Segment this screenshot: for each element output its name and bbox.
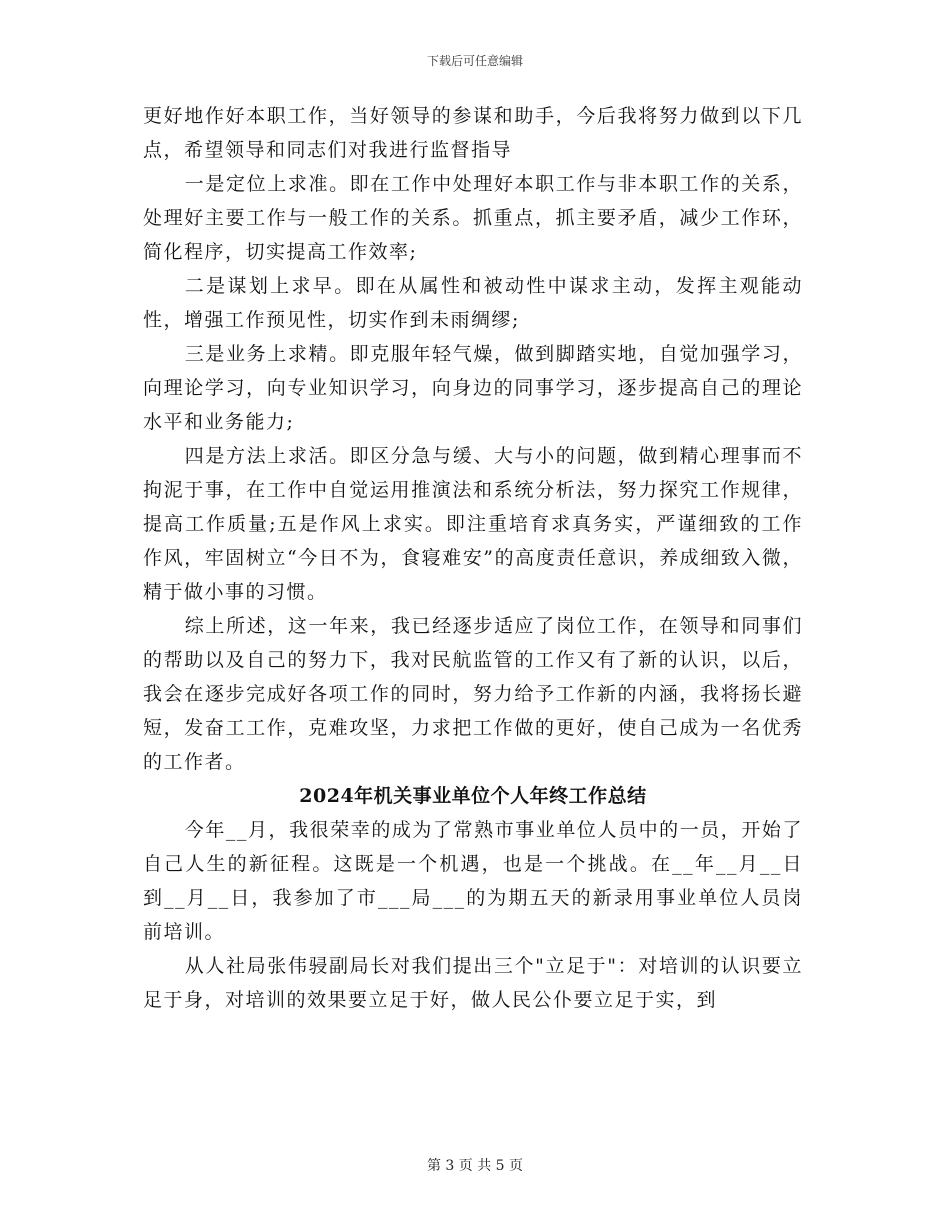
paragraph-point-one: 一是定位上求准。即在工作中处理好本职工作与非本职工作的关系，处理好主要工作与一般工作的关系。抓重点，抓主要矛盾，减少工作环，简化程序，切实提高工作效率; bbox=[143, 173, 803, 263]
document-body bbox=[143, 99, 803, 1017]
page-header: 下载后可任意编辑 bbox=[426, 54, 523, 68]
paragraph-training: 从人社局张伟骎副局长对我们提出三个"立足于"：对培训的认识要立足于身，对培训的效果要立足于好，做人民公仆要立足于实，到 bbox=[143, 955, 803, 1011]
section-title: 2024年机关事业单位个人年终工作总结 bbox=[299, 785, 647, 807]
paragraph-intro: 今年__月，我很荣幸的成为了常熟市事业单位人员中的一员，开始了自己人生的新征程。这既是一个机遇，也是一个挑战。在__年__月__日到__月__日，我参加了市___局___的为期五天的新录用事业单位人员岗前培训。 bbox=[143, 819, 803, 943]
paragraph-point-two: 二是谋划上求早。即在从属性和被动性中谋求主动，发挥主观能动性，增强工作预见性，切实作到未雨绸缪; bbox=[143, 275, 803, 331]
paragraph-continuation: 更好地作好本职工作，当好领导的参谋和助手，今后我将努力做到以下几点，希望领导和同志们对我进行监督指导 bbox=[143, 105, 803, 161]
page-footer: 第 3 页 共 5 页 bbox=[426, 1158, 524, 1174]
paragraph-summary: 综上所述，这一年来，我已经逐步适应了岗位工作，在领导和同事们的帮助以及自己的努力下，我对民航监管的工作又有了新的认识，以后，我会在逐步完成好各项工作的同时，努力给予工作新的内涵，我将扬长避短，发奋工工作，克难攻坚，力求把工作做的更好，使自己成为一名优秀的工作者。 bbox=[143, 615, 803, 773]
paragraph-point-three: 三是业务上求精。即克服年轻气燥，做到脚踏实地，自觉加强学习，向理论学习，向专业知识学习，向身边的同事学习，逐步提高自己的理论水平和业务能力; bbox=[143, 343, 803, 433]
paragraph-point-four-five: 四是方法上求活。即区分急与缓、大与小的问题，做到精心理事而不拘泥于事，在工作中自觉运用推演法和系统分析法，努力探究工作规律，提高工作质量;五是作风上求实。即注重培育求真务实，严谨细致的工作作风，牢固树立“今日不为，食寝难安”的高度责任意识，养成细致入微，精于做小事的习惯。 bbox=[143, 445, 803, 603]
